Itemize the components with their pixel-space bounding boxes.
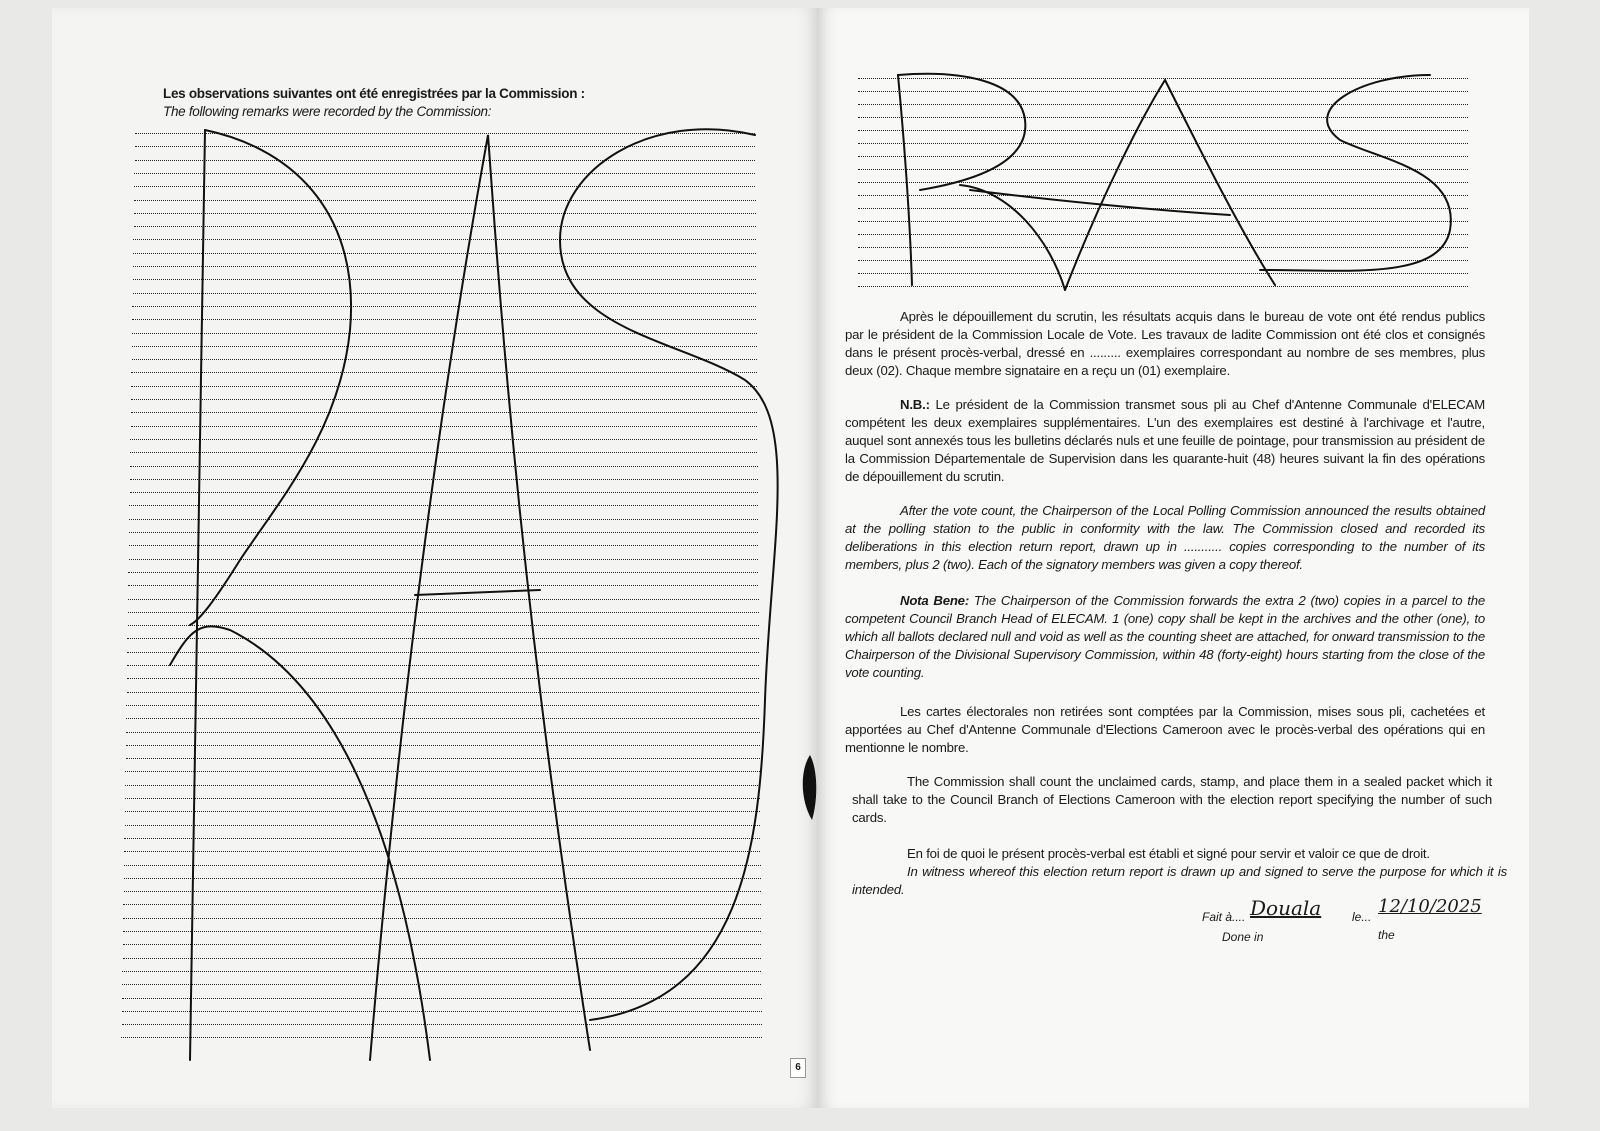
fait-a-label: Fait à.... — [1202, 910, 1246, 924]
page-number: 6 — [790, 1058, 806, 1078]
results-paragraph-en — [845, 502, 1485, 574]
date-handwritten: 12/10/2025 — [1378, 896, 1482, 917]
results-text-en: After the vote count, the Chairperson of the Local Polling Commission announced the results obtained at the polling station to the public in conformity with the law. The Commission closed and recorded its deliberations in this election return report, drawn up in ........... copies corresponding to the number of its members, plus 2 (two). Each of the signatory members was given a copy thereof. — [845, 503, 1485, 572]
cards-paragraph-en — [852, 773, 1492, 827]
results-text-fr: Après le dépouillement du scrutin, les résultats acquis dans le bureau de vote ont été rendus publics par le président de la Commission Locale de Vote. Les travaux de ladite Commission ont été clos et consignés dans le présent procès-verbal, dressé en ......... exemplaires correspondant au nombre de ses membres, plus deux (02). Chaque membre signataire en a reçu un (01) exemplaire. — [845, 309, 1485, 378]
the-label: the — [1378, 928, 1395, 942]
cards-text-en: The Commission shall count the unclaimed cards, stamp, and place them in a sealed packet which it shall take to the Council Branch of Elections Cameroon with the election report specifying the number of such cards. — [852, 774, 1492, 825]
nota-bene-text: The Chairperson of the Commission forwards the extra 2 (two) copies in a parcel to the competent Council Branch Head of ELECAM. 1 (one) copy shall be kept in the archives and the other (one), to which all ballots declared null and void as well as the counting sheet are attached, for onward transmission to the Chairperson of the Divisional Supervisory Commission, within 48 (forty-eight) hours starting from the close of the vote counting. — [845, 593, 1485, 680]
nota-bene-label: Nota Bene: — [900, 593, 970, 608]
cards-text-fr: Les cartes électorales non retirées sont comptées par la Commission, mises sous pli, cachetées et apportées au Chef d'Antenne Communale d'Elections Cameroon avec le procès-verbal des opérations qui en mentionne le nombre. — [845, 704, 1485, 755]
remarks-heading-fr: Les observations suivantes ont été enregistrées par la Commission : — [163, 86, 585, 101]
ink-stain — [803, 755, 817, 820]
nb-text: Le président de la Commission transmet sous pli au Chef d'Antenne Communale d'ELECAM compétent les deux exemplaires supplémentaires. L'un des exemplaires est destiné à l'archivage et l'autre, auquel sont annexés tous les bulletins déclarés nuls et une feuille de pointage, pour transmission au président de la Commission Départementale de Supervision dans les quarante-huit (48) heures suivant la fin des opérations de dépouillement du scrutin. — [845, 397, 1485, 484]
cards-paragraph-fr — [845, 703, 1485, 757]
nb-paragraph-fr — [845, 396, 1485, 486]
witness-text-fr: En foi de quoi le présent procès-verbal est établi et signé pour servir et valoir ce que de droit. — [907, 846, 1430, 861]
witness-text-en: In witness whereof this election return report is drawn up and signed to serve the purpose for which it is intended. — [852, 864, 1507, 897]
results-paragraph-fr — [845, 308, 1485, 380]
nb-label: N.B.: — [900, 397, 930, 412]
nota-bene-paragraph — [845, 592, 1485, 682]
place-handwritten: Douala — [1250, 896, 1322, 920]
done-in-label: Done in — [1222, 930, 1264, 944]
witness-paragraph — [852, 845, 1507, 899]
remarks-heading-en: The following remarks were recorded by the Commission: — [163, 104, 492, 119]
le-label: le... — [1352, 910, 1372, 924]
